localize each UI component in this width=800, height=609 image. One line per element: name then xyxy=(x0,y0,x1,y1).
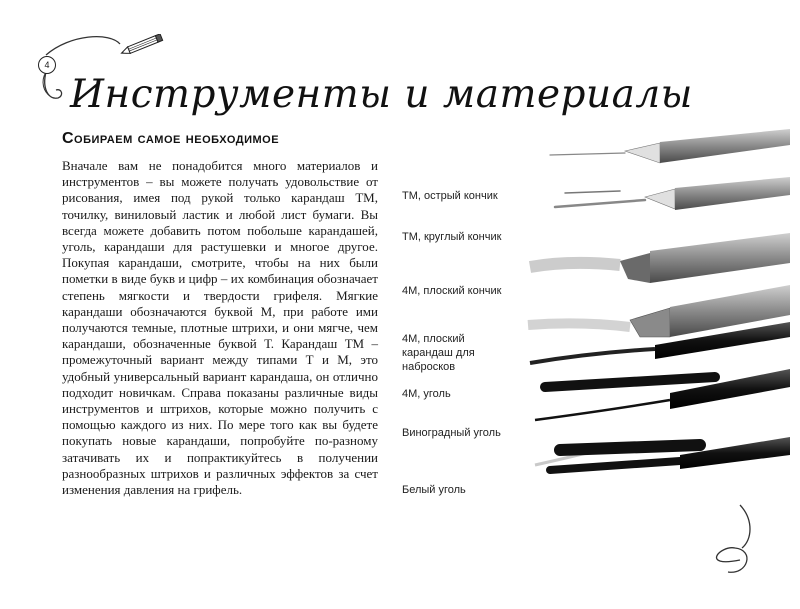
pencils-illustration xyxy=(510,125,790,515)
pencil-tm-sharp xyxy=(550,129,790,163)
pencil-4m-flat xyxy=(530,233,790,283)
tool-label: Белый уголь xyxy=(402,484,466,496)
tool-label: 4М, плоский карандаш для набросков xyxy=(402,333,475,373)
body-paragraph: Вначале вам не понадобится много материалов и инструментов – вы можете получать удовольствие от рисования, имея под рукой только карандаш ТМ, точилку, виниловый ластик и любой лист бумаги. Вы всегда можете добавить потом побольше карандашей, уголь, карандаши для растушевки и многое другое. Покупая карандаши, смотрите, чтобы на них были пометки в виде букв и цифр – их комбинация обозначает степень мягкости и твердости грифеля. Мягкие карандаши обозначаются буквой М, при работе ими получаются темные, плотные штрихи, и они мягче, чем карандаши, обозначенные буквой Т. Карандаш ТМ – промежуточный вариант между типами Т и М, это удобный универсальный вариант карандаша, он отлично подходит новичкам. Справа показаны различные виды инструментов и штрихов, которые можно получить с помощью каждого из них. По мере того как вы будете покупать новые карандаши, попробуйте по-разному затачивать их и попрактикуйтесь в получении разнообразных штрихов и различных эффектов за счет изменения давления на грифель. xyxy=(62,158,378,498)
tool-label: ТМ, круглый кончик xyxy=(402,231,502,243)
charcoal-white xyxy=(535,437,790,470)
tool-label: 4М, уголь xyxy=(402,388,451,400)
page-number: 4 xyxy=(38,56,56,74)
tool-label: ТМ, острый кончик xyxy=(402,190,498,202)
page-title: Инструменты и материалы xyxy=(70,72,693,117)
tool-label: 4М, плоский кончик xyxy=(402,285,502,297)
charcoal-grape xyxy=(535,369,790,420)
pencil-drawing-icon xyxy=(118,34,168,56)
tool-label: Виноградный уголь xyxy=(402,427,501,439)
pencil-tm-round xyxy=(555,177,790,210)
section-subtitle: Собираем самое необходимое xyxy=(62,130,280,147)
